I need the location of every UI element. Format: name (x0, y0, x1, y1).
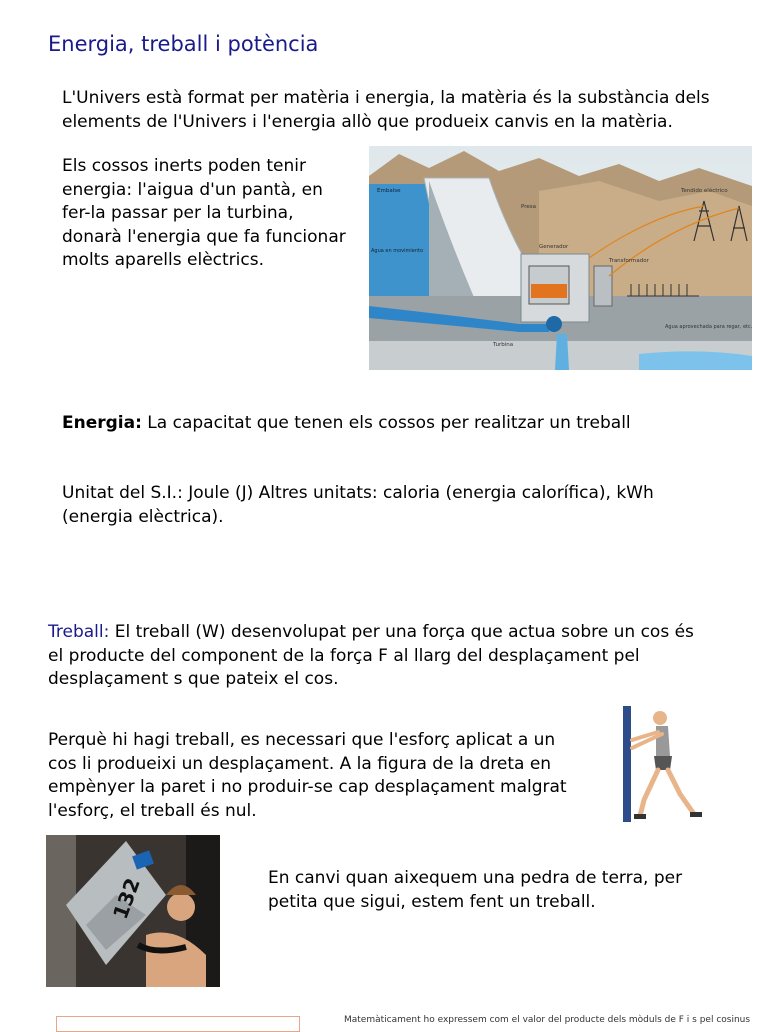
lifting-stone-paragraph: En canvi quan aixequem una pedra de terra, per petita que sigui, estem fent un treball. (268, 868, 683, 912)
page-title: Energia, treball i potència (48, 32, 319, 56)
treball-term: Treball: (48, 622, 110, 642)
no-work-paragraph: Perquè hi hagi treball, es necessari que l'esforç aplicat a un cos li produeixi un desplaçament. A la figura de la dreta en empènyer la paret i no produir-se cap desplaçament malgrat l'esforç, el treball és nul. (48, 730, 567, 821)
label-agua-movimiento: Agua en movimiento (371, 248, 424, 254)
treball-text: El treball (W) desenvolupat per una força que actua sobre un cos és el producte del component de la força F al llarg del desplaçament pel desplaçament s que pateix el cos. (48, 622, 694, 689)
label-generador: Generador (539, 244, 569, 250)
intro-paragraph: L'Univers està format per matèria i energia, la matèria és la substància dels elements de l'Univers i l'energia allò que produeix canvis en la matèria. (62, 88, 710, 132)
energia-term: Energia: (62, 413, 142, 433)
label-presa: Presa (521, 204, 536, 210)
energia-definition (62, 412, 702, 436)
footer-formula-box (56, 1016, 300, 1032)
athlete-bib-number: 132 (108, 874, 145, 923)
athlete-lifting-photo (46, 835, 220, 987)
unit-paragraph: Unitat del S.I.: Joule (J) Altres unitats: caloria (energia calorífica), kWh (energia elèctrica). (62, 483, 654, 527)
man-pushing-wall-figure (618, 704, 708, 824)
inert-bodies-paragraph: Els cossos inerts poden tenir energia: l'aigua d'un pantà, en fer-la passar per la turbina, donarà l'energia que fa funcionar molts aparells elèctrics. (62, 156, 346, 270)
hydroelectric-dam-figure (369, 146, 752, 370)
label-transformador: Transformador (609, 258, 649, 264)
footer-note: Matemàticament ho expressem com el valor del producte dels mòduls de F i s pel cosinus (344, 1015, 751, 1025)
label-tendido: Tendido eléctrico (681, 188, 728, 194)
label-agua-aprovechada: Agua aprovechada para regar, etc. (665, 324, 752, 330)
label-embalse: Embalse (377, 188, 401, 194)
label-turbina: Turbina (493, 342, 514, 348)
energia-text: La capacitat que tenen els cossos per realitzar un treball (141, 413, 631, 433)
treball-definition (48, 621, 708, 692)
